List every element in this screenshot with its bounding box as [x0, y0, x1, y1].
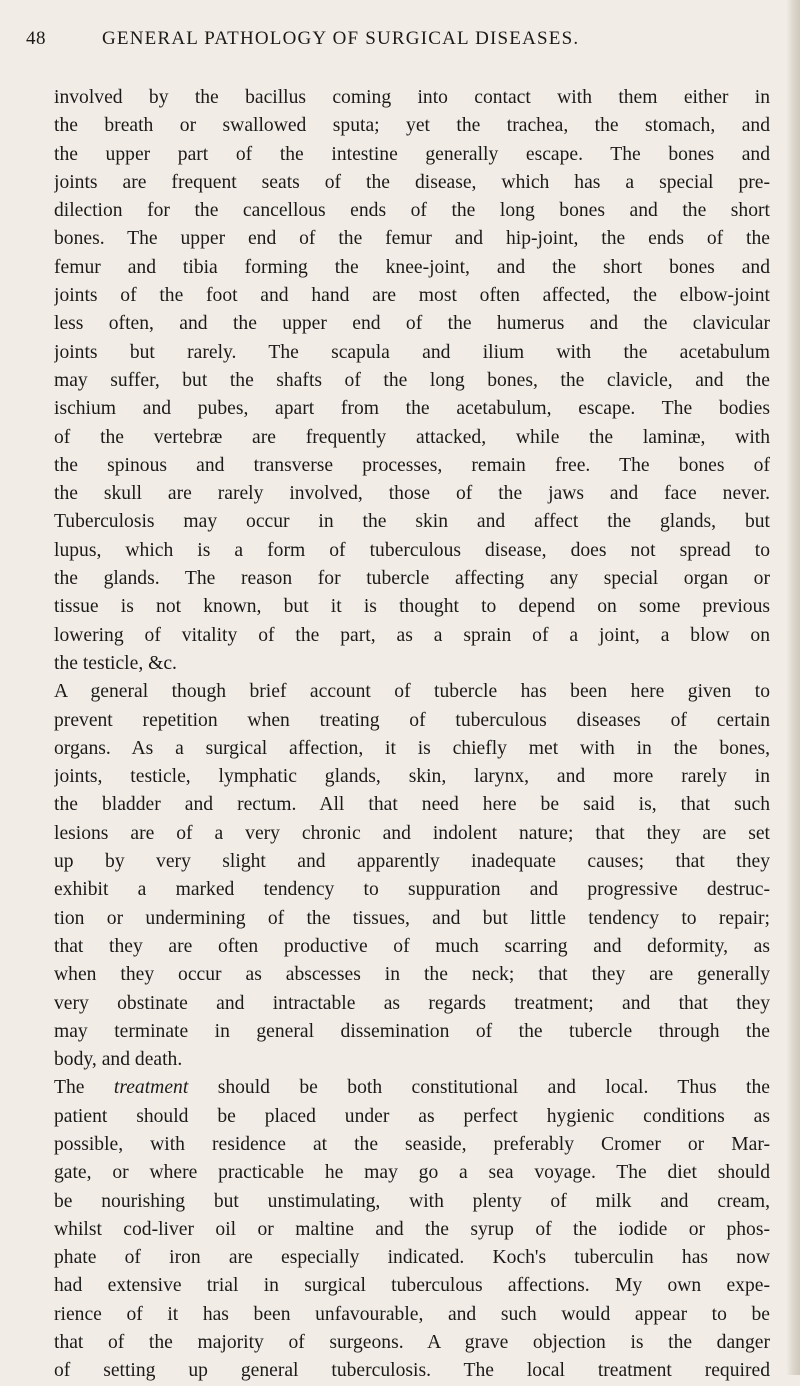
body-text [54, 84, 770, 1386]
text-line: that of the majority of surgeons. A grave objection is the danger [54, 1332, 770, 1354]
text-line: possible, with residence at the seaside, preferably Cromer or Mar- [54, 1133, 770, 1155]
text-line: joints of the foot and hand are most often affected, the elbow-joint [54, 285, 770, 307]
text-line: of setting up general tuberculosis. The local treatment required [54, 1360, 770, 1382]
text-line: the breath or swallowed sputa; yet the trachea, the stomach, and [54, 115, 770, 137]
text-line: body, and death. [54, 1049, 183, 1071]
text-line: up by very slight and apparently inadequate causes; that they [54, 851, 770, 873]
text-line: the glands. The reason for tubercle affecting any special organ or [54, 568, 770, 590]
text-line: the bladder and rectum. All that need here be said is, that such [54, 794, 770, 816]
text-line: be nourishing but unstimulating, with plenty of milk and cream, [54, 1190, 770, 1212]
text-line: lupus, which is a form of tuberculous disease, does not spread to [54, 539, 770, 561]
text-line: whilst cod-liver oil or maltine and the syrup of the iodide or phos- [54, 1218, 770, 1240]
text-line: exhibit a marked tendency to suppuration and progressive destruc- [54, 879, 770, 901]
text-line: femur and tibia forming the knee-joint, and the short bones and [54, 256, 770, 278]
italic-term: treatment [113, 1077, 189, 1099]
text-line: tissue is not known, but it is thought to depend on some previous [54, 596, 770, 618]
text-line: joints, testicle, lymphatic glands, skin, larynx, and more rarely in [54, 766, 770, 788]
text-line: that they are often productive of much scarring and deformity, as [54, 935, 770, 957]
page-number: 48 [26, 28, 46, 49]
text-line: dilection for the cancellous ends of the long bones and the short [54, 200, 770, 222]
text-line: when they occur as abscesses in the neck; that they are generally [54, 964, 770, 986]
text-line: the skull are rarely involved, those of the jaws and face never. [54, 483, 770, 505]
text-line: may terminate in general dissemination of the tubercle through the [54, 1020, 770, 1042]
text-line [54, 1074, 770, 1102]
text-line: involved by the bacillus coming into contact with them either in [54, 87, 770, 108]
text-line: less often, and the upper end of the humerus and the clavicular [54, 313, 770, 335]
text-run: should be both constitutional and local. Thus the [188, 1077, 770, 1099]
text-line: joints are frequent seats of the disease, which has a special pre- [54, 171, 770, 193]
text-line: of the vertebræ are frequently attacked, while the laminæ, with [54, 426, 770, 448]
text-line: may suffer, but the shafts of the long bones, the clavicle, and the [54, 369, 770, 391]
text-line: the testicle, &c. [54, 652, 177, 674]
text-line: rience of it has been unfavourable, and such would appear to be [54, 1303, 770, 1325]
text-line: very obstinate and intractable as regards treatment; and that they [54, 992, 770, 1014]
text-line: joints but rarely. The scapula and ilium with the acetabulum [54, 341, 770, 363]
text-line: prevent repetition when treating of tuberculous diseases of certain [54, 709, 770, 731]
text-line: organs. As a surgical affection, it is chiefly met with in the bones, [54, 737, 770, 759]
text-line: lesions are of a very chronic and indolent nature; that they are set [54, 822, 770, 844]
text-line: A general though brief account of tubercle has been here given to [54, 681, 770, 703]
running-header [26, 28, 666, 50]
text-line: the upper part of the intestine generally escape. The bones and [54, 143, 770, 165]
text-line: patient should be placed under as perfect hygienic conditions as [54, 1105, 770, 1127]
text-line: lowering of vitality of the part, as a sprain of a joint, a blow on [54, 624, 770, 646]
text-line: ischium and pubes, apart from the acetabulum, escape. The bodies [54, 398, 770, 420]
running-title: GENERAL PATHOLOGY OF SURGICAL DISEASES. [102, 28, 580, 49]
text-line: the spinous and transverse processes, remain free. The bones of [54, 454, 770, 476]
page-edge-shadow [786, 0, 800, 1375]
text-line: Tuberculosis may occur in the skin and affect the glands, but [54, 511, 770, 533]
text-run: The [54, 1077, 114, 1099]
text-line: tion or undermining of the tissues, and but little tendency to repair; [54, 907, 770, 929]
text-line: had extensive trial in surgical tuberculous affections. My own expe- [54, 1275, 770, 1297]
text-line: bones. The upper end of the femur and hip-joint, the ends of the [54, 228, 770, 250]
text-line: gate, or where practicable he may go a sea voyage. The diet should [54, 1162, 770, 1184]
text-line: phate of iron are especially indicated. Koch's tuberculin has now [54, 1247, 770, 1269]
